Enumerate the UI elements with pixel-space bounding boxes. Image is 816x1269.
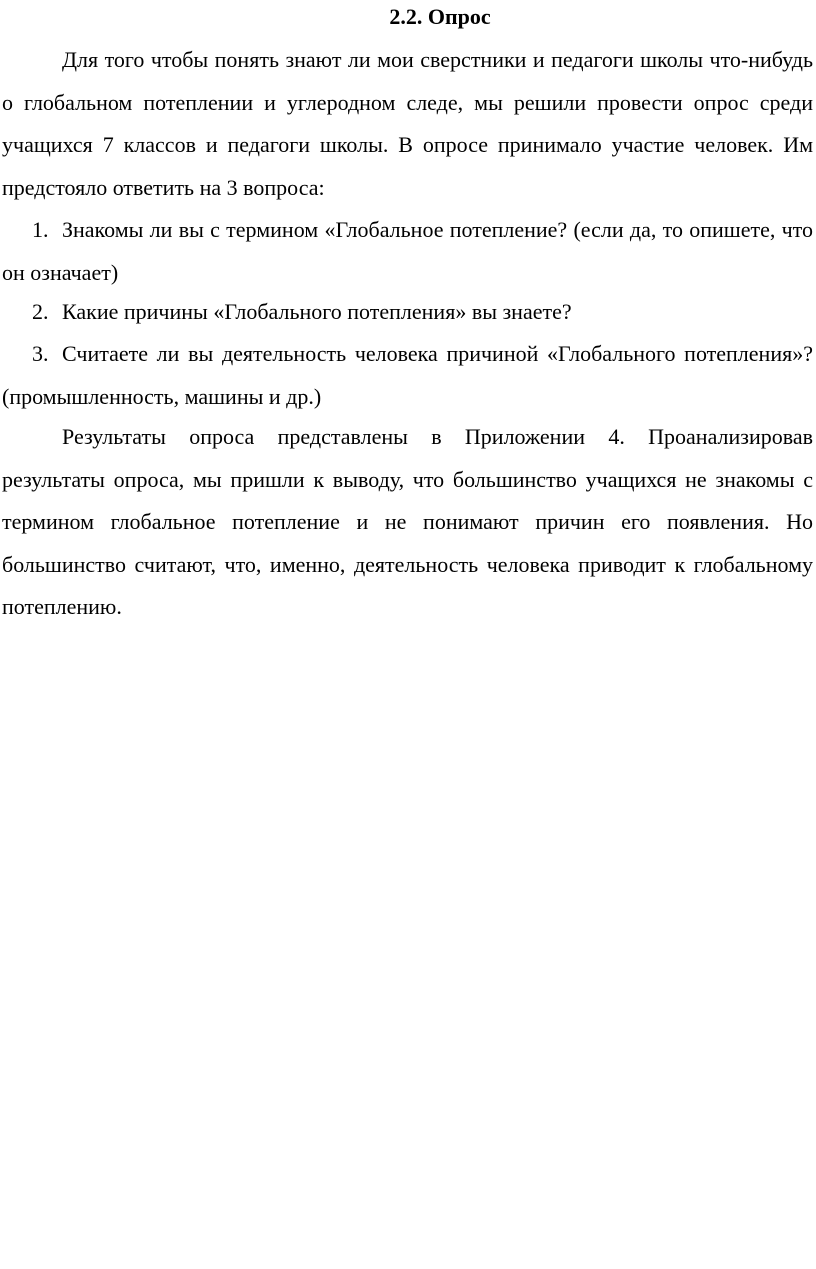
- question-text: Какие причины «Глобального потепления» вы знаете?: [62, 299, 572, 324]
- question-number: 3.: [32, 341, 49, 366]
- results-paragraph: Результаты опроса представлены в Приложении 4. Проанализировав результаты опроса, мы пришли к выводу, что большинство учащихся не знакомы с термином глобальное потепление и не понимают причин его появления. Но большинство считают, что, именно, деятельность человека приводит к глобальному потеплению.: [2, 424, 813, 619]
- question-item-1: [2, 209, 813, 294]
- question-text: Считаете ли вы деятельность человека причиной «Глобального потепления»? (промышленность, машины и др.): [2, 341, 813, 409]
- question-text: Знакомы ли вы с термином «Глобальное потепление? (если да, то опишете, что он означает): [2, 217, 813, 285]
- question-item-2: [2, 291, 813, 334]
- section-heading: 2.2. Опрос: [389, 4, 491, 29]
- question-number: 2.: [32, 299, 49, 324]
- question-number: 1.: [32, 217, 49, 242]
- question-item-3: [2, 333, 813, 418]
- intro-paragraph: Для того чтобы понять знают ли мои сверстники и педагоги школы что-нибудь о глобальном потеплении и углеродном следе, мы решили провести опрос среди учащихся 7 классов и педагоги школы. В опросе принимало участие человек. Им предстояло ответить на 3 вопроса:: [2, 47, 813, 200]
